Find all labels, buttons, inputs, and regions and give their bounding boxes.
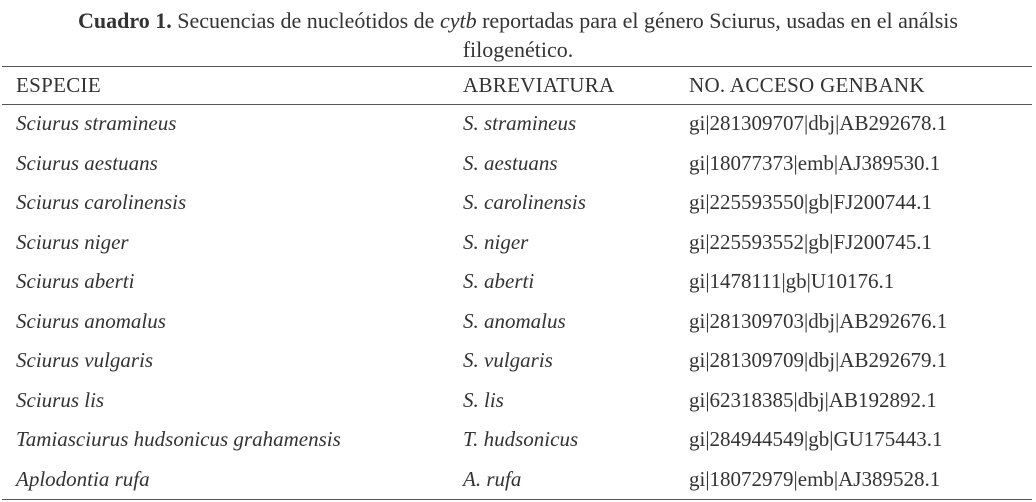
abbreviation-cell: S. lis xyxy=(463,387,504,412)
species-cell: Sciurus aberti xyxy=(16,269,135,294)
abbreviation-cell: S. aestuans xyxy=(463,150,558,175)
table-row xyxy=(2,302,1032,342)
species-cell: Sciurus aestuans xyxy=(16,150,158,175)
table-caption xyxy=(0,6,1036,64)
table-body xyxy=(2,104,1032,499)
abbreviation-cell: S. stramineus xyxy=(463,111,577,136)
table-row xyxy=(2,460,1032,500)
header-abbreviation: ABREVIATURA xyxy=(463,73,615,97)
table-row xyxy=(2,144,1032,184)
accession-cell: gi|18072979|emb|AJ389528.1 xyxy=(689,466,941,491)
caption-line2: filogenético. xyxy=(462,37,574,62)
abbreviation-cell: T. hudsonicus xyxy=(463,427,579,452)
species-cell: Sciurus vulgaris xyxy=(16,348,154,373)
caption-gene: cytb xyxy=(439,8,477,33)
table-row xyxy=(2,341,1032,381)
accession-cell: gi|62318385|dbj|AB192892.1 xyxy=(689,387,937,412)
table-row xyxy=(2,420,1032,460)
accession-cell: gi|281309709|dbj|AB292679.1 xyxy=(689,348,948,373)
table-row xyxy=(2,262,1032,302)
caption-text-after: reportadas para el género Sciurus, usadas en el análsis xyxy=(476,8,958,33)
caption-text-before: Secuencias de nucleótidos de xyxy=(171,8,440,33)
table-row xyxy=(2,223,1032,263)
accession-table xyxy=(2,67,1032,499)
accession-cell: gi|281309707|dbj|AB292678.1 xyxy=(689,111,948,136)
abbreviation-cell: S. vulgaris xyxy=(463,348,553,373)
species-cell: Sciurus niger xyxy=(16,229,129,254)
accession-cell: gi|225593552|gb|FJ200745.1 xyxy=(689,229,933,254)
accession-cell: gi|225593550|gb|FJ200744.1 xyxy=(689,190,933,215)
accession-cell: gi|18077373|emb|AJ389530.1 xyxy=(689,150,941,175)
caption-label: Cuadro 1. xyxy=(78,8,172,33)
species-cell: Sciurus anomalus xyxy=(16,308,166,333)
accession-cell: gi|281309703|dbj|AB292676.1 xyxy=(689,308,948,333)
accession-cell: gi|1478111|gb|U10176.1 xyxy=(689,269,895,294)
header-accession: NO. ACCESO GENBANK xyxy=(689,73,925,97)
abbreviation-cell: S. anomalus xyxy=(463,308,566,333)
species-cell: Aplodontia rufa xyxy=(16,466,150,491)
accession-cell: gi|284944549|gb|GU175443.1 xyxy=(689,427,943,452)
abbreviation-cell: A. rufa xyxy=(463,466,522,491)
species-cell: Tamiasciurus hudsonicus grahamensis xyxy=(16,427,341,452)
table-row xyxy=(2,104,1032,144)
abbreviation-cell: S. carolinensis xyxy=(463,190,586,215)
table-row xyxy=(2,183,1032,223)
table-bottom-rule xyxy=(2,499,1032,500)
table-row xyxy=(2,381,1032,421)
species-cell: Sciurus carolinensis xyxy=(16,190,187,215)
abbreviation-cell: S. aberti xyxy=(463,269,535,294)
header-species: ESPECIE xyxy=(16,73,101,97)
species-cell: Sciurus stramineus xyxy=(16,111,177,136)
species-cell: Sciurus lis xyxy=(16,387,105,412)
table-header-row xyxy=(2,67,1032,104)
abbreviation-cell: S. niger xyxy=(463,229,529,254)
